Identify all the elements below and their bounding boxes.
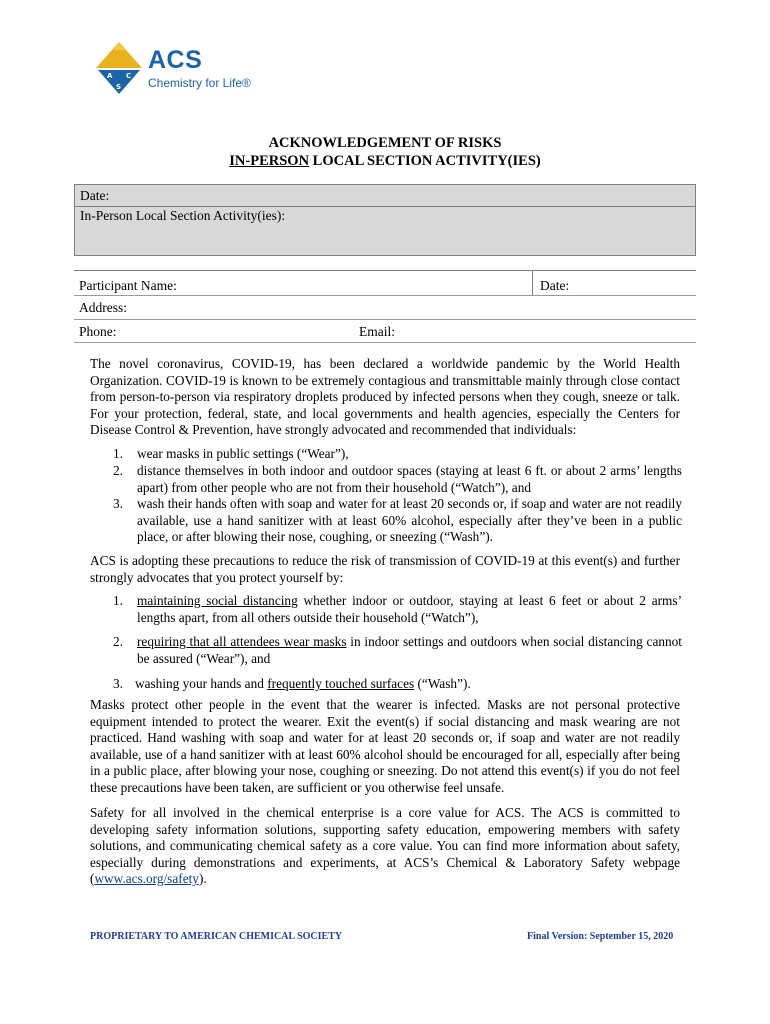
- list2-item-1-text: whether indoor or outdoor, staying at least 6 feet or about 2 arms’ lengths apart, from all others outside their household (“Watch”),: [137, 593, 682, 625]
- event-date-label: Date:: [80, 188, 110, 203]
- list2-num-2: 2.: [113, 634, 123, 649]
- list2-item-2-underlined: requiring that all attendees wear masks: [137, 634, 347, 649]
- list2-item-2: [137, 634, 682, 667]
- row-divider-3: [74, 342, 696, 343]
- list2-num-3: 3.: [113, 676, 123, 691]
- document-subtitle: [0, 153, 770, 170]
- safety-paragraph: [90, 805, 680, 888]
- footer-version: Final Version: September 15, 2020: [527, 931, 674, 942]
- list1-num-1: 1.: [113, 446, 123, 461]
- acs-paragraph: ACS is adopting these precautions to reduce the risk of transmission of COVID-19 at this event(s) and further strongly advocates that you protect yourself by:: [90, 553, 680, 585]
- list1-item-3: wash their hands often with soap and water for at least 20 seconds or, if soap and water are not readily available, use a hand sanitizer with at least 60% alcohol, especially after they’ve been in a public place, or after blowing their nose, coughing, or sneezing (“Wash”).: [137, 496, 682, 544]
- address-label: Address:: [79, 300, 127, 315]
- participant-name-label: Participant Name:: [79, 278, 177, 293]
- name-date-divider: [532, 271, 533, 295]
- safety-link[interactable]: www.acs.org/safety: [94, 871, 199, 886]
- document-title: ACKNOWLEDGEMENT OF RISKS: [268, 135, 502, 151]
- acs-logo-emblem-icon: [92, 42, 146, 96]
- safety-link-close: ).: [198, 871, 207, 886]
- list2-item-1-underlined: maintaining social distancing: [137, 593, 298, 608]
- list2-item-3-text: (“Wash”).: [414, 676, 471, 691]
- intro-paragraph: The novel coronavirus, COVID-19, has been declared a worldwide pandemic by the World Health Organization. COVID-19 is known to be extremely contagious and transmittable mainly through close contact from person-to-person via respiratory droplets produced by infected persons when they cough, sneeze or talk. For your protection, federal, state, and local governments and health agencies, especially the Centers for Disease Control & Prevention, have strongly advocated and recommended that individuals:: [90, 356, 680, 437]
- row-divider-2: [74, 319, 696, 320]
- event-box-divider: [75, 206, 695, 207]
- logo-tagline: Chemistry for Life®: [148, 76, 251, 90]
- svg-text:S: S: [116, 83, 122, 91]
- list2-item-2-text: in indoor settings and outdoors when social distancing cannot be assured (“Wear”), and: [137, 634, 682, 666]
- event-info-box: [74, 184, 696, 256]
- svg-text:A: A: [107, 72, 113, 80]
- masks-paragraph: Masks protect other people in the event that the wearer is infected. Masks are not personal protective equipment intended to protect the wearer. Exit the event(s) if social distancing and mask wearing are not practiced. Hand washing with soap and water for at least 20 seconds or, if soap and water are not readily available, use of a hand sanitizer with at least 60% alcohol should be encouraged for all, especially after being in a public place, after blowing your nose, coughing or sneezing. Do not attend this event(s) if you do not feel these precautions have been taken, are sufficient or you otherwise feel unsafe.: [90, 697, 680, 795]
- svg-text:C: C: [126, 72, 132, 80]
- activity-label: In-Person Local Section Activity(ies):: [80, 208, 286, 223]
- list1-num-2: 2.: [113, 463, 123, 478]
- safety-text: Safety for all involved in the chemical enterprise is a core value for ACS. The ACS is committed to developing safety information solutions, supporting safety education, empowering members with safety solutions, and communicating chemical safety as a core value. You can find more information about safety, especially during demonstrations and experiments, at ACS’s Chemical & Laboratory Safety webpage: [90, 805, 680, 870]
- email-label: Email:: [359, 324, 395, 339]
- safety-link-open: (: [90, 871, 95, 886]
- list1-item-2: distance themselves in both indoor and outdoor spaces (staying at least 6 ft. or about 2 arms’ lengths apart) from other people who are not from their household (“Watch”), and: [137, 463, 682, 495]
- subtitle-rest: LOCAL SECTION ACTIVITY(IES): [309, 153, 541, 169]
- list2-item-3: [135, 676, 680, 693]
- row-divider-1: [74, 295, 696, 296]
- logo-wordmark: ACS: [148, 46, 203, 74]
- subtitle-underlined: IN-PERSON: [229, 153, 310, 169]
- list1-item-1: wear masks in public settings (“Wear”),: [137, 446, 349, 461]
- participant-info-box: [74, 270, 696, 342]
- phone-label: Phone:: [79, 324, 117, 339]
- footer-proprietary: PROPRIETARY TO AMERICAN CHEMICAL SOCIETY: [90, 931, 343, 942]
- participant-date-label: Date:: [540, 278, 570, 293]
- list2-item-1: [137, 593, 682, 626]
- acs-logo: [92, 42, 251, 98]
- list2-item-3-underlined: frequently touched surfaces: [267, 676, 415, 691]
- list2-num-1: 1.: [113, 593, 123, 608]
- list2-item-3-before: washing your hands and: [135, 676, 268, 691]
- list1-num-3: 3.: [113, 496, 123, 511]
